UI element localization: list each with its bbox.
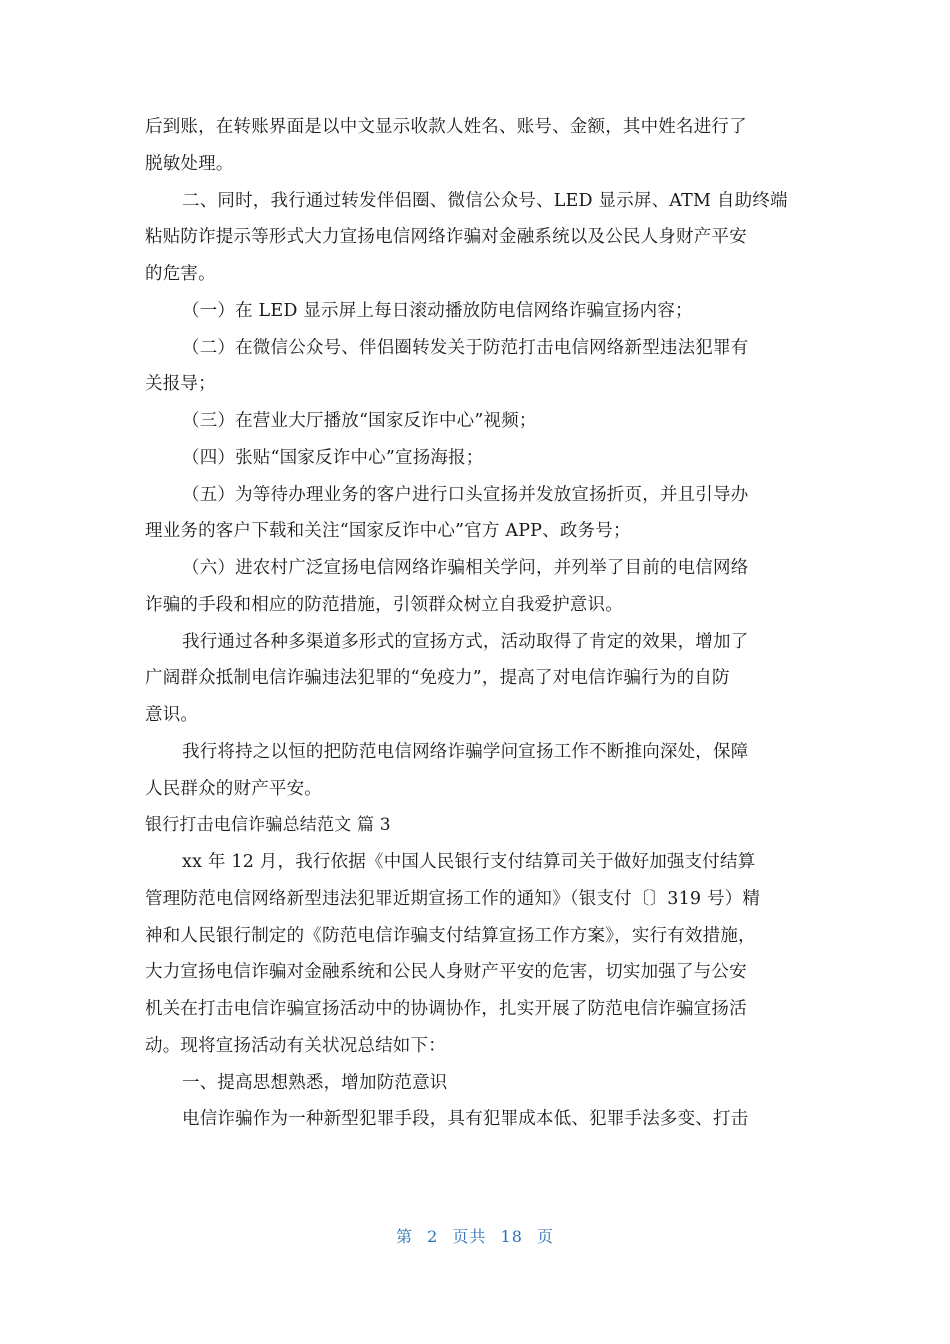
paragraph-line: 关报导； — [145, 374, 216, 395]
paragraph-line: （三）在营业大厅播放“国家反诈中心”视频； — [182, 411, 537, 431]
paragraph-line: 脱敏处理。 — [145, 153, 234, 174]
paragraph-line: （五）为等待办理业务的客户进行口头宣扬并发放宣扬折页，并且引导办 — [182, 484, 749, 505]
paragraph-line: 人民群众的财产平安。 — [145, 778, 322, 799]
document-body — [145, 109, 805, 1138]
paragraph-line: 机关在打击电信诈骗宣扬活动中的协调协作，扎实开展了防范电信诈骗宣扬活 — [145, 999, 747, 1019]
paragraph-line: （一）在 LED 显示屏上每日滚动播放防电信网络诈骗宣扬内容； — [182, 300, 693, 321]
current-page-number: 2 — [427, 1227, 439, 1246]
paragraph-line: 我行将持之以恒的把防范电信网络诈骗学问宣扬工作不断推向深处，保障 — [182, 741, 749, 762]
paragraph-line: 诈骗的手段和相应的防范措施，引领群众树立自我爱护意识。 — [145, 594, 623, 615]
paragraph-line: 动。现将宣扬活动有关状况总结如下： — [145, 1035, 446, 1056]
page-label-suffix: 页 — [536, 1227, 554, 1246]
page-label-prefix: 第 — [396, 1227, 414, 1246]
paragraph-line: 我行通过各种多渠道多形式的宣扬方式，活动取得了肯定的效果，增加了 — [182, 631, 749, 652]
section-heading: 银行打击电信诈骗总结范文 篇 3 — [145, 815, 391, 836]
paragraph-line: 的危害。 — [145, 264, 216, 284]
paragraph-line: （四）张贴“国家反诈中心”宣扬海报； — [182, 447, 484, 468]
page-label-mid: 页共 — [452, 1227, 487, 1246]
paragraph-line: 神和人民银行制定的《防范电信诈骗支付结算宣扬工作方案》，实行有效措施， — [145, 925, 756, 946]
paragraph-line: 意识。 — [145, 705, 199, 725]
paragraph-line: 广阔群众抵制电信诈骗违法犯罪的“免疫力”，提高了对电信诈骗行为的自防 — [145, 668, 730, 689]
paragraph-line: 大力宣扬电信诈骗对金融系统和公民人身财产平安的危害，切实加强了与公安 — [145, 962, 747, 983]
paragraph-line: 理业务的客户下载和关注“国家反诈中心”官方 APP、政务号； — [145, 521, 631, 542]
page-footer — [0, 1224, 950, 1247]
paragraph-line: 粘贴防诈提示等形式大力宣扬电信网络诈骗对金融系统以及公民人身财产平安 — [145, 227, 747, 248]
paragraph-line: xx 年 12 月，我行依据《中国人民银行支付结算司关于做好加强支付结算 — [182, 852, 756, 872]
paragraph-line: （二）在微信公众号、伴侣圈转发关于防范打击电信网络新型违法犯罪有 — [182, 337, 749, 358]
paragraph-line: （六）进农村广泛宣扬电信网络诈骗相关学问，并列举了目前的电信网络 — [182, 558, 749, 578]
subsection-heading: 一、提高思想熟悉，增加防范意识 — [182, 1072, 448, 1093]
paragraph-line: 后到账，在转账界面是以中文显示收款人姓名、账号、金额，其中姓名进行了 — [145, 117, 747, 137]
paragraph-line: 管理防范电信网络新型违法犯罪近期宣扬工作的通知》（银支付〔〕319 号）精 — [145, 888, 761, 909]
paragraph-line: 电信诈骗作为一种新型犯罪手段，具有犯罪成本低、犯罪手法多变、打击 — [182, 1109, 749, 1130]
paragraph-line: 二、同时，我行通过转发伴侣圈、微信公众号、LED 显示屏、ATM 自助终端 — [182, 190, 788, 211]
total-pages-number: 18 — [500, 1227, 523, 1246]
